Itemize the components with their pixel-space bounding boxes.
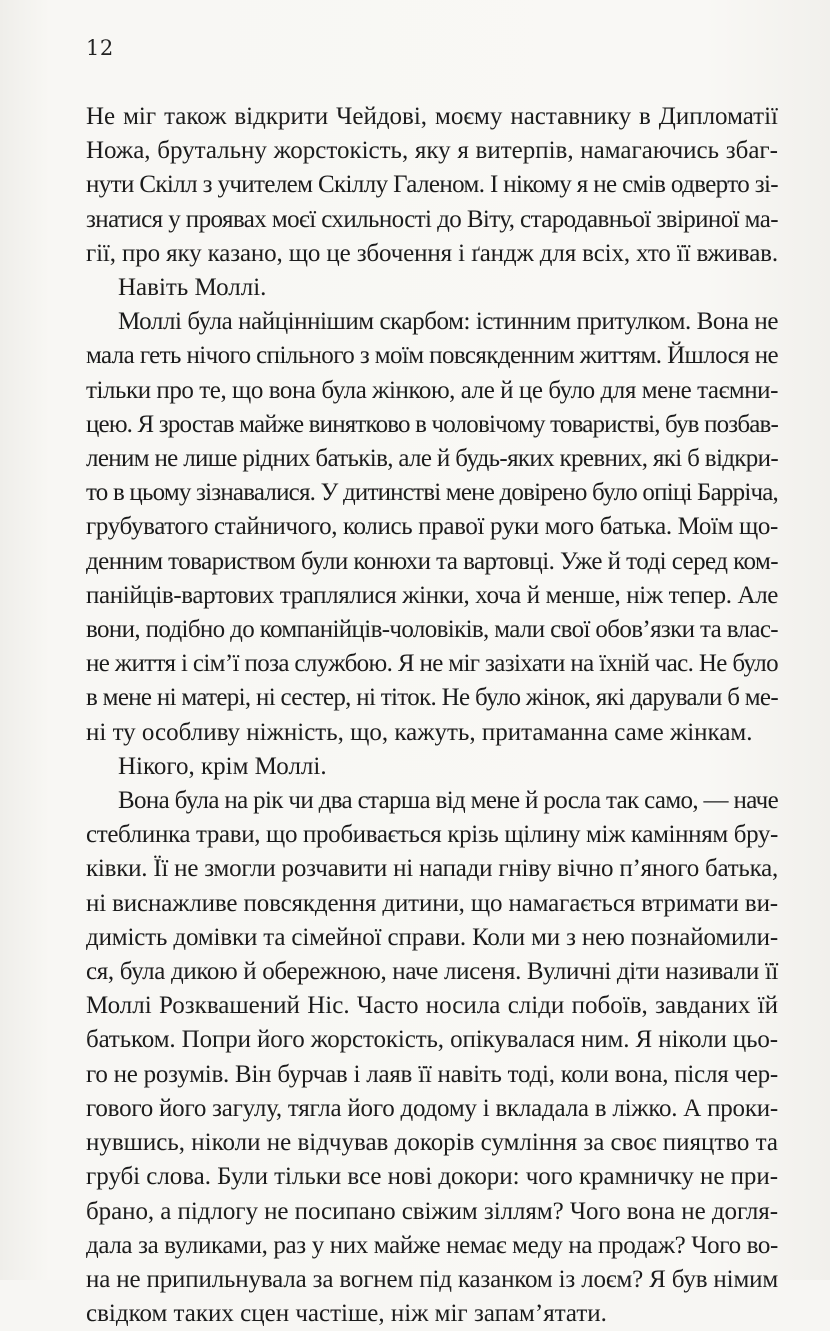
body-text [86, 100, 778, 1331]
paragraph [86, 271, 778, 305]
text-line: панійців-вартових траплялися жінки, хоча й менше, ніж тепер. Але [86, 581, 779, 609]
paragraph [86, 750, 778, 784]
text-line: димість домівки та сімейної справи. Коли ми з нею познайомили- [86, 923, 779, 951]
text-line: Нікого, крім Моллі. [118, 752, 327, 780]
text-line: Навіть Моллі. [118, 274, 267, 302]
paragraph [86, 100, 778, 271]
text-line: Моллі Розквашений Ніс. Часто носила сліди побоїв, завданих їй [86, 992, 778, 1020]
text-line: не життя і сім’ї поза службою. Я не міг зазіхати на їхній час. Не було [86, 650, 778, 678]
text-line: ні виснажливе повсякдення дитини, що намагається втримати ви- [86, 889, 778, 917]
text-line: дала за вуликами, раз у них майже немає меду на продаж? Чого во- [86, 1231, 778, 1259]
text-line: в мене ні матері, ні сестер, ні тіток. Не було жінок, які дарували б ме- [86, 684, 778, 712]
text-line: ківки. Її не змогли розчавити ні напади гніву вічно п’яного батька, [86, 855, 779, 883]
text-line: гового його загулу, тягла його додому і вкладала в ліжко. А проки- [86, 1094, 778, 1122]
text-line: мала геть нічого спільного з моїм повсякденним життям. Йшлося не [86, 342, 779, 370]
text-line: гії, про яку казано, що це збочення і ґандж для всіх, хто її вживав. [86, 239, 778, 267]
text-line: ся, була дикою й обережною, наче лисеня. Вуличні діти називали її [86, 958, 779, 986]
text-line: нути Скілл з учителем Скіллу Галеном. І нікому я не смів одверто зі- [86, 171, 779, 199]
text-line: свідком таких сцен частіше, ніж міг запам’ятати. [86, 1300, 607, 1328]
text-line: го не розумів. Він бурчав і лаяв її навіть тоді, коли вона, після чер- [86, 1060, 779, 1088]
text-line: леним не лише рідних батьків, але й будь-яких кревних, які б відкри- [86, 445, 779, 473]
text-line: вони, подібно до компанійців-чоловіків, мали свої обов’язки та влас- [86, 616, 778, 644]
text-line: ні ту особливу ніжність, що, кажуть, притаманна саме жінкам. [86, 718, 753, 746]
text-line: знатися у проявах моєї схильності до Віту, стародавньої звіриної ма- [86, 205, 779, 233]
text-line: Ножа, брутальну жорстокість, яку я витерпів, намагаючись збаг- [86, 137, 778, 165]
text-line: грубі слова. Були тільки все нові докори: чого крамничку не при- [86, 1163, 779, 1191]
text-line: цею. Я зростав майже винятково в чоловічому товаристві, був позбав- [86, 410, 778, 438]
text-line: Моллі була найціннішим скарбом: істинним притулком. Вона не [118, 308, 778, 336]
text-line: на не припильнувала за вогнем під казанком із лоєм? Я був німим [86, 1265, 778, 1293]
text-line: денним товариством були конюхи та вартовці. Уже й тоді серед ком- [86, 547, 778, 575]
text-line: Не міг також відкрити Чейдові, моєму наставнику в Дипломатії [86, 103, 778, 130]
text-line: нувшись, ніколи не відчував докорів сумління за своє пияцтво та [86, 1129, 778, 1157]
text-line: то в цьому зізнавалися. У дитинстві мене довірено було опіці Барріча, [86, 479, 778, 507]
paragraph [86, 784, 778, 1331]
text-line: Вона була на рік чи два старша від мене й росла так само, — наче [118, 787, 779, 815]
paragraph [86, 305, 778, 750]
text-line: грубуватого стайничого, колись правої руки мого батька. Моїм що- [86, 513, 779, 541]
text-line: тільки про те, що вона була жінкою, але й це було для мене таємни- [86, 376, 779, 404]
text-line: брано, а підлогу не посипано свіжим зіллям? Чого вона не догля- [86, 1197, 779, 1225]
text-line: батьком. Попри його жорстокість, опікувалася ним. Я ніколи цьо- [86, 1026, 778, 1054]
page-number: 12 [86, 36, 114, 60]
text-line: стеблинка трави, що пробивається крізь щілину між камінням бру- [86, 821, 778, 849]
